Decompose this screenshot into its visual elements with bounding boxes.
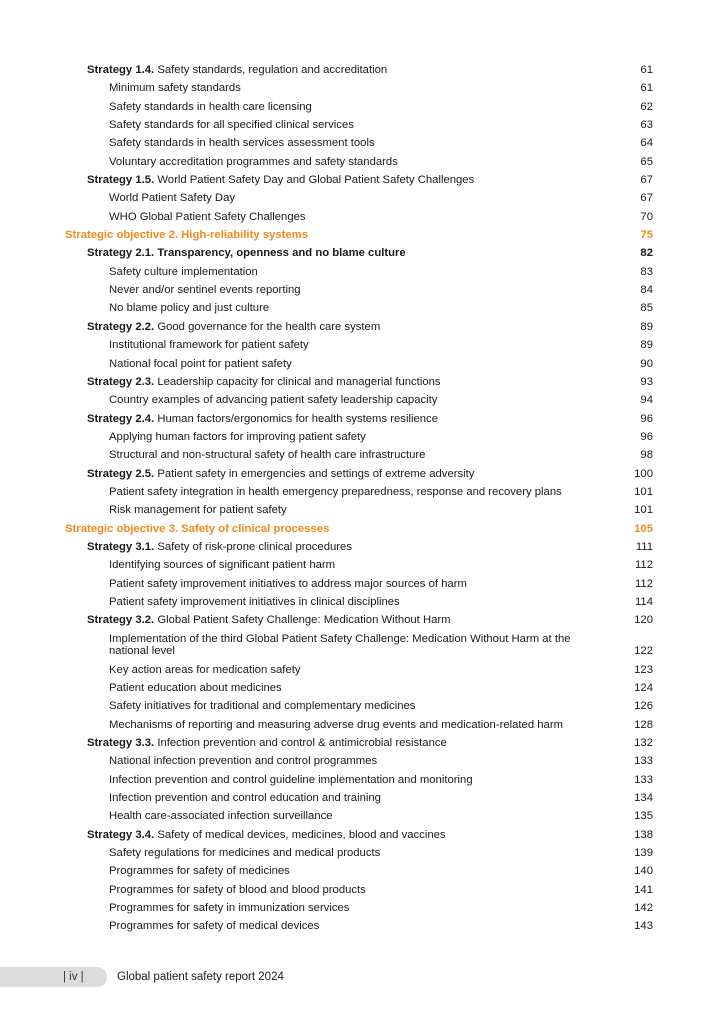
toc-strategy-number: Strategy 1.4. (87, 64, 155, 76)
toc-entry-text: Implementation of the third Global Patient Safety Challenge: Medication Without Harm at the national level (109, 632, 571, 658)
toc-page-number: 124 (634, 682, 653, 694)
toc-entry-text: Global Patient Safety Challenge: Medication Without Harm (154, 614, 451, 627)
toc-entry-text: Programmes for safety in immunization services (109, 902, 350, 915)
toc-entry-text: Safety initiatives for traditional and complementary medicines (109, 700, 416, 713)
toc-entry-label (109, 208, 306, 226)
toc-strategy-number: Strategy 2.3. (87, 375, 155, 388)
toc-entry-label (65, 520, 329, 538)
toc-entry-item[interactable] (0, 862, 724, 880)
toc-entry-label (109, 862, 290, 880)
toc-page-number: 143 (634, 920, 653, 933)
toc-entry-strategy[interactable] (0, 611, 724, 629)
toc-entry-label (109, 299, 269, 317)
toc-entry-label (109, 116, 354, 134)
toc-entry-label (109, 807, 333, 825)
toc-entry-text: Mechanisms of reporting and measuring adverse drug events and medication-related harm (109, 718, 563, 731)
toc-entry-label (87, 244, 406, 262)
toc-strategy-number: Strategy 3.3. (87, 737, 155, 750)
toc-entry-strategy[interactable] (0, 171, 724, 189)
toc-entry-item[interactable] (0, 716, 724, 734)
toc-page-number: 120 (634, 614, 653, 627)
toc-page-number: 63 (640, 119, 653, 132)
toc-page-number: 126 (634, 700, 653, 713)
toc-entry-text: Institutional framework for patient safety (109, 339, 309, 352)
toc-entry-item[interactable] (0, 336, 724, 354)
toc-entry-text: National focal point for patient safety (109, 357, 292, 370)
toc-entry-label (109, 844, 380, 862)
toc-entry-text: National infection prevention and control programmes (109, 755, 378, 768)
toc-entry-item[interactable] (0, 630, 724, 661)
toc-entry-text: World Patient Safety Day and Global Patient Safety Challenges (154, 174, 475, 187)
toc-entry-item[interactable] (0, 153, 724, 171)
toc-entry-label (87, 61, 387, 79)
toc-entry-text: Safety regulations for medicines and medical products (109, 847, 381, 860)
toc-page-number: 98 (640, 449, 653, 462)
toc-page-number: 61 (640, 82, 653, 95)
toc-entry-text: Leadership capacity for clinical and managerial functions (154, 375, 441, 388)
toc-entry-text: Applying human factors for improving patient safety (109, 430, 366, 443)
toc-page-number: 100 (634, 467, 653, 480)
toc-strategy-number: Strategy 2.5. (87, 467, 155, 480)
toc-page-number: 94 (640, 394, 653, 407)
toc-page-number: 134 (634, 792, 653, 805)
toc-page-number: 75 (640, 229, 653, 242)
toc-page-number: 85 (640, 302, 653, 315)
toc-entry-label (109, 501, 287, 519)
toc-page-number: 133 (634, 773, 653, 786)
toc-entry-text: Strategic objective 2. High-reliability systems (65, 229, 308, 242)
toc-entry-label (109, 771, 473, 789)
toc-entry-text: Minimum safety standards (109, 82, 241, 95)
toc-entry-text: Safety standards in health care licensing (109, 100, 312, 113)
toc-entry-label (109, 98, 312, 116)
toc-entry-text: Infection prevention and control guideline implementation and monitoring (109, 773, 473, 786)
toc-entry-objective[interactable] (0, 520, 724, 538)
toc-entry-label (87, 318, 380, 336)
toc-entry-label (109, 697, 415, 715)
toc-entry-text: Safety of risk-prone clinical procedures (154, 540, 352, 553)
toc-entry-text: Patient safety in emergencies and settings of extreme adversity (154, 467, 475, 480)
footer-page-number: | iv | (63, 971, 84, 983)
toc-entry-item[interactable] (0, 299, 724, 317)
toc-entry-text: Good governance for the health care system (154, 320, 381, 333)
toc-entry-strategy[interactable] (0, 318, 724, 336)
toc-strategy-number: Strategy 1.5. (87, 174, 155, 187)
toc-strategy-number: Strategy 2.4. (87, 412, 155, 425)
toc-entry-text: Patient education about medicines (109, 682, 282, 694)
toc-page-number: 93 (640, 375, 653, 388)
toc-entry-text: Infection prevention and control & antimicrobial resistance (154, 737, 447, 750)
toc-entry-label (109, 281, 301, 299)
toc-page-number: 90 (640, 357, 653, 370)
toc-entry-label (109, 428, 366, 446)
toc-strategy-number: Strategy 3.4. (87, 828, 155, 841)
toc-page-number: 141 (634, 883, 653, 896)
toc-entry-label (87, 465, 474, 483)
toc-entry-item[interactable] (0, 679, 724, 697)
toc-page-number: 133 (634, 755, 653, 768)
toc-page-number: 111 (635, 540, 653, 553)
toc-entry-text: WHO Global Patient Safety Challenges (109, 210, 306, 223)
toc-entry-text: Safety culture implementation (109, 265, 258, 278)
toc-entry-item[interactable] (0, 116, 724, 134)
toc-page-number: 67 (640, 174, 653, 187)
toc-page-number: 132 (634, 737, 653, 750)
toc-page-number: 142 (634, 902, 653, 915)
toc-entry-objective[interactable] (0, 226, 724, 244)
toc-entry-label (109, 661, 301, 679)
toc-entry-text: World Patient Safety Day (109, 192, 235, 205)
toc-entry-text: Programmes for safety of medicines (109, 865, 290, 878)
toc-entry-text: Patient safety improvement initiatives in clinical disciplines (109, 595, 400, 608)
toc-page-number: 105 (634, 522, 653, 535)
toc-entry-item[interactable] (0, 556, 724, 574)
toc-entry-item[interactable] (0, 483, 724, 501)
toc-entry-label (109, 593, 400, 611)
toc-entry-text: Safety standards in health services assessment tools (109, 137, 375, 150)
toc-page-number: 65 (640, 155, 653, 168)
toc-entry-label (109, 556, 335, 574)
toc-entry-item[interactable] (0, 917, 724, 935)
toc-entry-text: Safety standards for all specified clinical services (109, 119, 354, 132)
toc-entry-text: Safety of medical devices, medicines, blood and vaccines (154, 828, 446, 841)
toc-page-number: 101 (634, 485, 653, 498)
toc-entry-label (109, 189, 235, 207)
toc-entry-label (109, 483, 562, 501)
toc-page-number: 139 (634, 847, 653, 860)
toc-strategy-number: Strategy 3.2. (87, 614, 155, 627)
toc-entry-item[interactable] (0, 661, 724, 679)
toc-entry-strategy[interactable] (0, 734, 724, 752)
toc-entry-item[interactable] (0, 446, 724, 464)
toc-entry-item[interactable] (0, 697, 724, 715)
toc-page-number: 112 (634, 559, 653, 572)
toc-entry-strategy[interactable] (0, 465, 724, 483)
toc-entry-label (109, 899, 349, 917)
toc-entry-label (109, 752, 377, 770)
toc-entry-label (109, 716, 563, 734)
toc-page-number: 114 (634, 595, 653, 608)
toc-entry-item[interactable] (0, 428, 724, 446)
toc-page-number: 84 (640, 284, 653, 297)
toc-entry-label (109, 446, 425, 464)
toc-entry-item[interactable] (0, 263, 724, 281)
toc-entry-label (109, 917, 319, 935)
toc-page-number: 138 (634, 828, 653, 841)
toc-entry-text: Identifying sources of significant patient harm (109, 559, 336, 572)
toc-entry-item[interactable] (0, 281, 724, 299)
toc-entry-label (109, 336, 309, 354)
toc-entry-text: Strategic objective 3. Safety of clinical processes (65, 522, 330, 535)
toc-entry-text: Programmes for safety of medical devices (109, 920, 320, 933)
toc-entry-text: Patient safety improvement initiatives to address major sources of harm (109, 577, 467, 590)
toc-entry-text: Never and/or sentinel events reporting (109, 284, 301, 297)
toc-page-number: 112 (634, 577, 653, 590)
toc-page-number: 83 (640, 265, 653, 278)
toc-page-number: 122 (634, 645, 653, 658)
page-footer (0, 967, 724, 987)
toc-entry-item[interactable] (0, 208, 724, 226)
toc-entry-label (109, 79, 241, 97)
toc-entry-text: Human factors/ergonomics for health systems resilience (154, 412, 438, 425)
toc-strategy-number: Strategy 2.2. (87, 320, 155, 333)
toc-page-number: 135 (634, 810, 653, 823)
toc-strategy-number: Strategy 3.1. (87, 540, 155, 553)
toc-entry-text: Programmes for safety of blood and blood products (109, 883, 366, 896)
toc-entry-strategy[interactable] (0, 538, 724, 556)
toc-page-number: 140 (634, 865, 653, 878)
toc-entry-text: Structural and non-structural safety of health care infrastructure (109, 449, 426, 462)
toc-entry-item[interactable] (0, 391, 724, 409)
toc-entry-text: Health care-associated infection surveillance (109, 810, 333, 823)
toc-entry-strategy[interactable] (0, 410, 724, 428)
toc-page-number: 64 (640, 137, 653, 150)
toc-entry-text: Country examples of advancing patient safety leadership capacity (109, 394, 438, 407)
toc-page-number: 82 (640, 247, 653, 260)
toc-entry-label (87, 410, 438, 428)
toc-entry-text: Transparency, openness and no blame culture (154, 247, 406, 260)
toc-entry-label (109, 679, 282, 697)
toc-entry-item[interactable] (0, 844, 724, 862)
toc-entry-item[interactable] (0, 134, 724, 152)
toc-entry-item[interactable] (0, 807, 724, 825)
toc-entry-label (87, 373, 441, 391)
toc-entry-label (87, 171, 474, 189)
footer-page-tab (0, 967, 107, 987)
toc-page-number: 89 (640, 320, 653, 333)
toc-entry-label (87, 826, 446, 844)
toc-entry-label (109, 633, 579, 658)
toc-entry-label (65, 226, 308, 244)
toc-page-number: 101 (634, 504, 653, 517)
toc-entry-strategy[interactable] (0, 373, 724, 391)
toc-entry-item[interactable] (0, 881, 724, 899)
toc-entry-text: Key action areas for medication safety (109, 663, 301, 676)
toc-page-number: 61 (640, 64, 653, 76)
toc-entry-item[interactable] (0, 752, 724, 770)
toc-entry-label (109, 391, 437, 409)
table-of-contents (0, 61, 724, 936)
toc-entry-item[interactable] (0, 899, 724, 917)
toc-entry-text: Patient safety integration in health emergency preparedness, response and recovery plans (109, 485, 562, 498)
toc-entry-label (87, 611, 451, 629)
toc-entry-strategy[interactable] (0, 61, 724, 79)
toc-page-number: 70 (640, 210, 653, 223)
toc-entry-item[interactable] (0, 189, 724, 207)
toc-entry-label (109, 789, 381, 807)
toc-entry-label (109, 881, 366, 899)
toc-entry-item[interactable] (0, 355, 724, 373)
toc-page-number: 128 (634, 718, 653, 731)
toc-entry-strategy[interactable] (0, 826, 724, 844)
toc-page-number: 62 (640, 100, 653, 113)
toc-entry-text: No blame policy and just culture (109, 302, 270, 315)
toc-entry-label (109, 263, 258, 281)
toc-entry-strategy[interactable] (0, 244, 724, 262)
toc-entry-item[interactable] (0, 98, 724, 116)
toc-entry-text: Risk management for patient safety (109, 504, 287, 517)
toc-entry-label (109, 575, 467, 593)
toc-entry-label (109, 134, 375, 152)
footer-report-title: Global patient safety report 2024 (117, 971, 284, 983)
toc-page-number: 67 (640, 192, 653, 205)
toc-entry-item[interactable] (0, 575, 724, 593)
toc-entry-label (109, 153, 398, 171)
toc-page-number: 89 (640, 339, 653, 352)
toc-entry-label (87, 734, 447, 752)
toc-entry-label (109, 355, 292, 373)
toc-entry-item[interactable] (0, 789, 724, 807)
toc-entry-item[interactable] (0, 593, 724, 611)
toc-strategy-number: Strategy 2.1. (87, 247, 155, 260)
toc-entry-text: Safety standards, regulation and accreditation (154, 64, 388, 76)
toc-entry-text: Infection prevention and control education and training (109, 792, 381, 805)
toc-page-number: 96 (640, 430, 653, 443)
toc-entry-item[interactable] (0, 501, 724, 519)
toc-page-number: 96 (640, 412, 653, 425)
toc-entry-label (87, 538, 352, 556)
toc-page-number: 123 (634, 663, 653, 676)
toc-entry-text: Voluntary accreditation programmes and safety standards (109, 155, 398, 168)
toc-entry-item[interactable] (0, 771, 724, 789)
toc-entry-item[interactable] (0, 79, 724, 97)
